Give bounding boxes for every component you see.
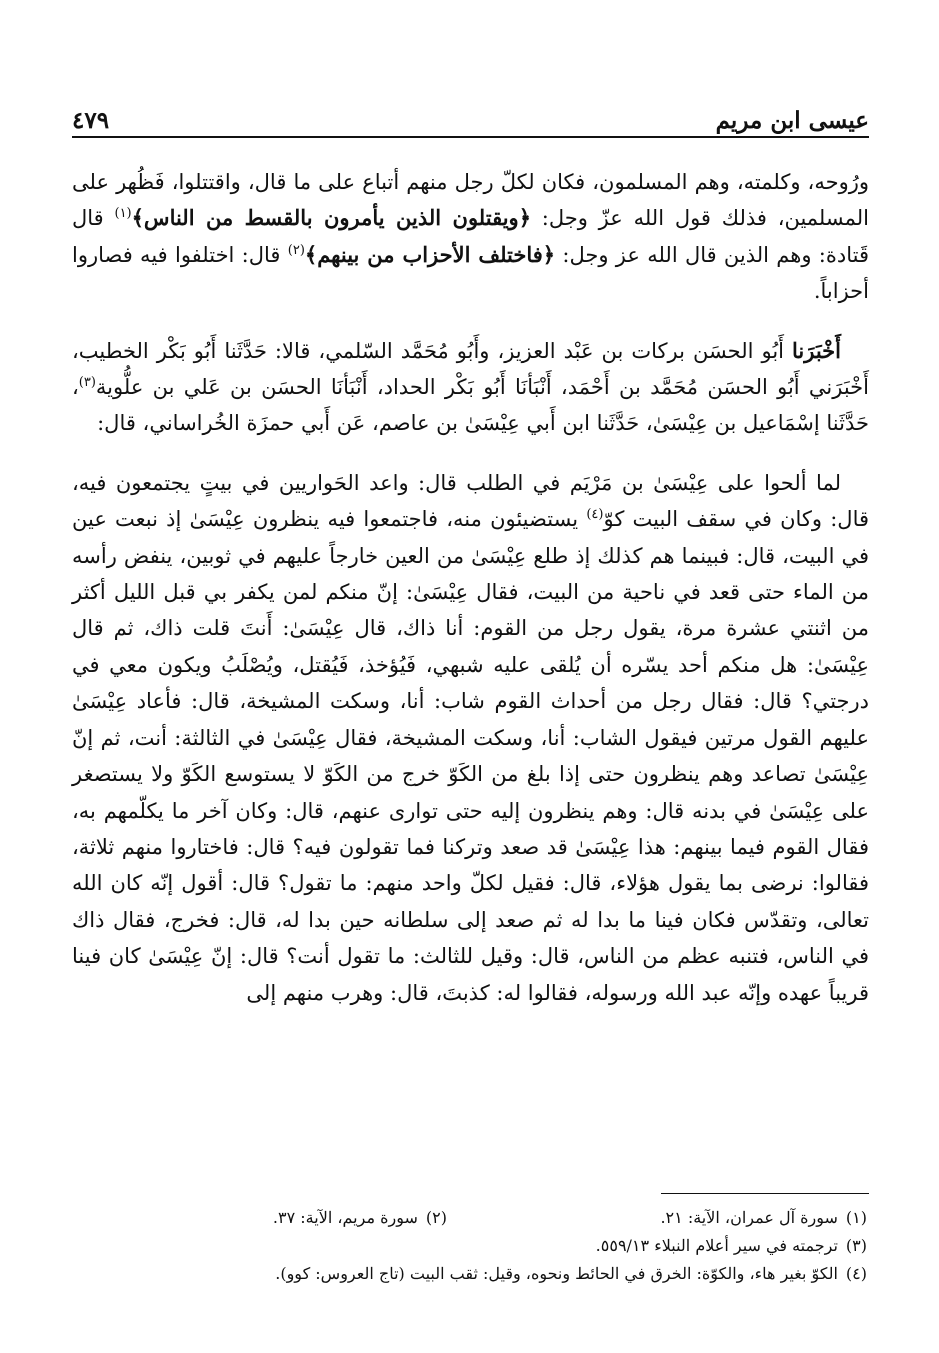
footnote-ref-4[interactable]: (٤) (586, 507, 604, 523)
text-span: لما ألحوا على عِيْسَىٰ بن مَرْيَم في الطلب قال: واعد الحَواريين في بيتٍ يجتمعون فيه، قال: وكان في سقف البيت كوّ (72, 470, 870, 532)
footnote-text: سورة مريم، الآية: ٣٧. (272, 1208, 418, 1227)
footnote-text: سورة آل عمران، الآية: ٢١. (660, 1208, 838, 1227)
text-span: ورُوحه، وكلمته، وهم المسلمون، فكان لكلّ رجل منهم أتباع على ما قال، واقتتلوا، فَظُهر على المسلمين، فذلك قول الله عزّ وجل: (72, 170, 869, 231)
paragraph-2-isnad (72, 333, 869, 442)
text-span: ، حَدَّثَنا إسْمَاعيل بن عِيْسَىٰ، حَدَّثَنا ابن أَبي عِيْسَىٰ بن عاصم، عَن أَبي حمزَة الخُراساني، قال: (72, 375, 869, 436)
paragraph-3 (72, 465, 869, 1011)
text-span: قال قَتادة: وهم الذين قال الله عز وجل: (72, 206, 869, 267)
header-rule (72, 136, 869, 138)
footnote-number: (٣) (845, 1236, 867, 1255)
footnote-4 (72, 1260, 867, 1288)
footnote-ref-2[interactable]: (٢) (287, 242, 305, 258)
quran-verse-1: ﴿ويقتلون الذين يأمرون بالقسط من الناس﴾ (131, 205, 532, 231)
footnote-row (72, 1204, 867, 1232)
footnote-ref-3[interactable]: (٣) (78, 375, 96, 391)
footnote-text: ترجمته في سير أعلام النبلاء ٥٥٩/١٣. (595, 1236, 838, 1255)
footnote-ref-1[interactable]: (١) (114, 206, 132, 222)
main-text (72, 164, 869, 1011)
quran-verse-2: ﴿فاختلف الأحزاب من بينهم﴾ (304, 241, 556, 267)
paragraph-1 (72, 164, 869, 310)
footnote-2 (273, 1204, 447, 1232)
isnad-lead: أَخْبَرَنا (792, 337, 841, 363)
footnote-1 (447, 1204, 867, 1232)
footnote-3 (72, 1232, 867, 1260)
footnote-number: (١) (845, 1208, 867, 1227)
footnote-rule (661, 1193, 869, 1194)
page-header (72, 94, 869, 134)
text-span: يستضيئون منه، فاجتمعوا فيه ينظرون عِيْسَىٰ إذ نبعت عين في البيت، قال: فبينما هم كذلك إذ طلع عِيْسَىٰ من العين خارجاً عليهم في ثوبين، ينفض رأسه من الماء حتى قعد في ناحية من البيت، فقال عِيْسَىٰ: إنّ منكم لمن يكفر بي قبل الليل أكثر من اثنتي عشرة مرة، يقول رجل من القوم: أنا ذاك، قال عِيْسَىٰ: أَنتَ قلت ذاك، ثم قال عِيْسَىٰ: هل منكم أحد يسّره أن يُلقى عليه شبهي، فَيُؤخذ، فَيُقتل، ويُصْلَبُ ويكون معي في درجتي؟ قال: فقال رجل من أحداث القوم شاب: أنا، وسكت المشيخة، قال: فأعاد عِيْسَىٰ عليهم القول مرتين فيقول الشاب: أنا، وسكت المشيخة، فقال عِيْسَىٰ في الثالثة: أنت، ثم إنّ عِيْسَىٰ تصاعد وهم ينظرون حتى إذا بلغ من الكَوّ خرج من الكَوّ لا يستوسع الكَوّ ولا يستصغر على عِيْسَىٰ في بدنه قال: وهم ينظرون إليه حتى توارى عنهم، قال: وكان آخر ما يكلّمهم به، فقال القوم فيما بينهم: هذا عِيْسَىٰ قد صعد وتركنا فما تقولون فيه؟ قال: فاختاروا منهم ثلاثة، فقالوا: نرضى بما يقول هؤلاء، قال: فقيل لكلّ واحد منهم: ما تقول؟ قال: أقول إنّه كان الله تعالى، وتقدّس فكان فينا ما بدا له ثم صعد إلى سلطانه حين بدا له، قال: فخرج، فقال ذاك في الناس، فتنبه عظم من الناس، قال: وقيل للثالث: ما تقول أنت؟ قال: إنّ عِيْسَىٰ كان فينا قريباً عهده وإنّه عبد الله ورسوله، فقالوا له: كذبتَ، قال: وهرب منهم إلى (72, 507, 870, 1005)
footnote-number: (٤) (845, 1264, 867, 1283)
running-title: عيسى ابن مريم (715, 107, 869, 134)
footnotes (72, 1204, 867, 1288)
text-span: أَبُو الحسَن بركات بن عَبْد العزيز، وأَبُو مُحَمَّد السّلمي، قالا: حَدَّثَنا أَبُو بَكْر الخطيب، أَخْبَرَني أَبُو الحسَن مُحَمَّد بن أَحْمَد، أَنْبَأنَا أَبُو بَكْر الحداد، أَنْبَأنَا الحسَن بن عَلي بن علُّوية (72, 338, 869, 400)
page-number: ٤٧٩ (72, 107, 110, 134)
text-span: قال: اختلفوا فيه فصاروا أحزاباً. (72, 242, 869, 304)
footnote-number: (٢) (425, 1208, 447, 1227)
footnote-text: الكوّ بغير هاء، والكوّة: الخرق في الحائط ونحوه، وقيل: ثقب البيت (تاج العروس: كوو). (275, 1264, 838, 1283)
